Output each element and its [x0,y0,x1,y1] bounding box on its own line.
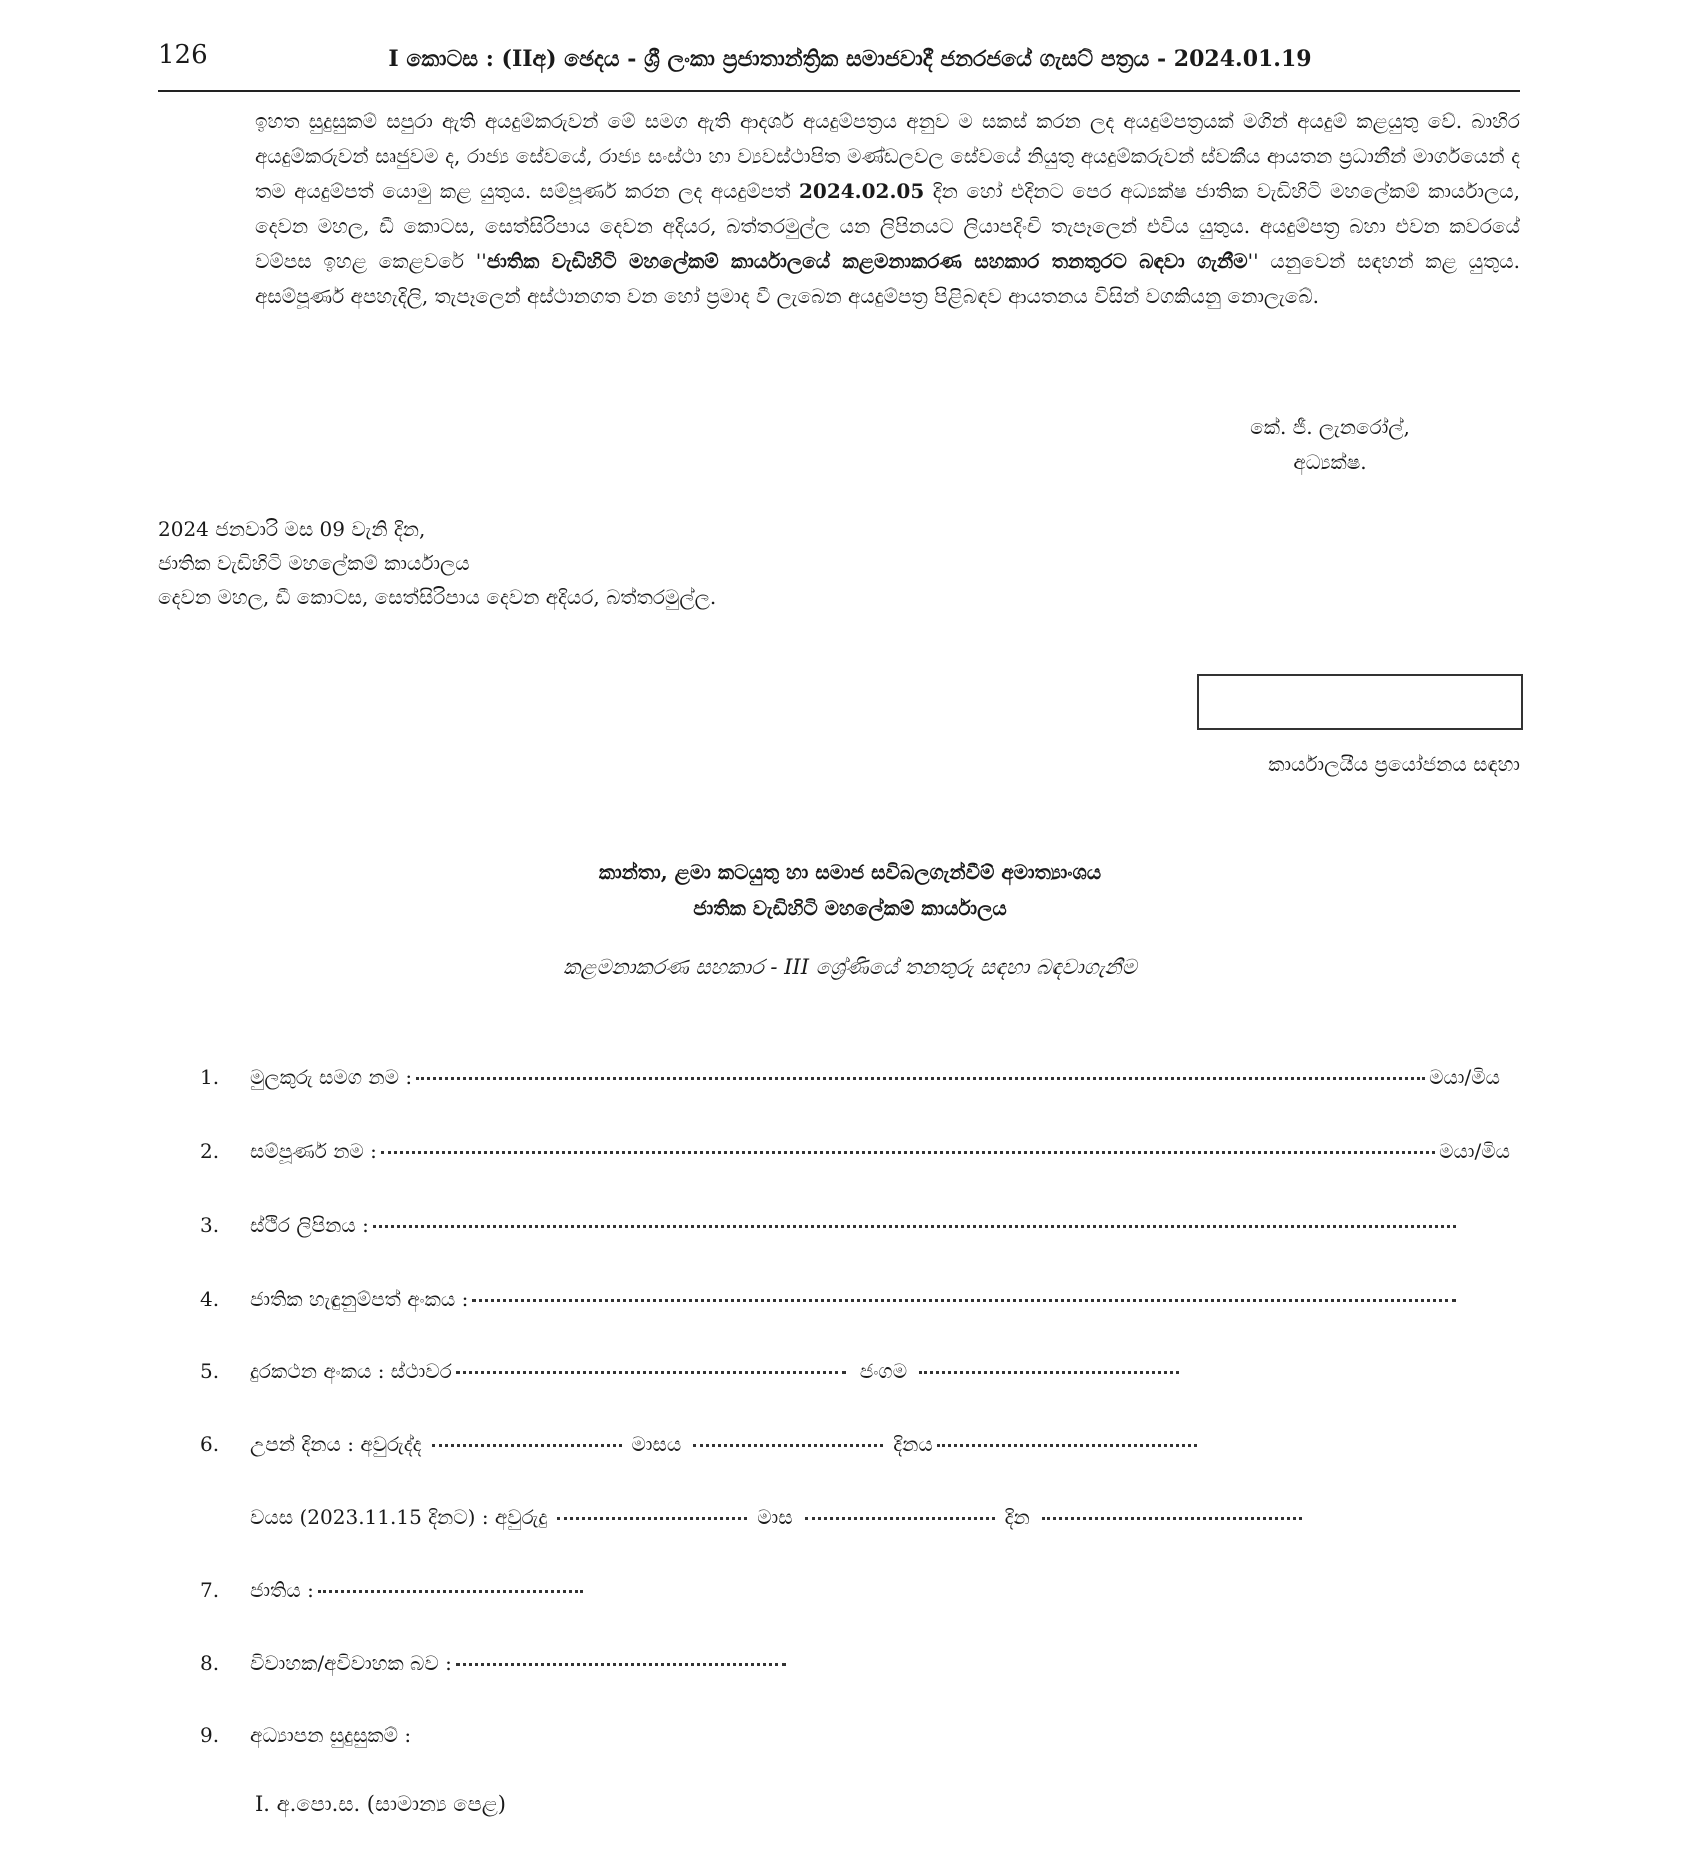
age-label: වයස (2023.11.15 දිනට) : අවුරුදු [250,1505,548,1529]
closing-date: 2024.02.05 [799,179,925,203]
nic-blank[interactable] [472,1299,1456,1302]
issuer-address [158,512,1158,614]
birth-year-blank[interactable] [432,1444,622,1447]
landline-blank[interactable] [456,1371,846,1374]
issue-date: 2024 ජනවාරි මස 09 වැනි දින, [158,517,426,541]
field-number: 6. [200,1432,220,1456]
page-number: 126 [158,40,208,70]
field-number: 2. [200,1139,220,1163]
nationality-blank[interactable] [318,1590,583,1593]
age-months-blank[interactable] [805,1517,995,1520]
marital-status-blank[interactable] [456,1663,786,1666]
signatory-title: අධ්‍යක්ෂ. [1293,450,1367,474]
instructions-text-2: දින හෝ එදිනට පෙර අධ්‍යක්ෂ ජාතික වැඩිහිටි මහලේකම් කාර්යාලය, දෙවන මහල, ඩී කොටස, සෙත්සිරිපාය දෙවන අදියර, බත්තරමුල්ල යන ලිපිනයට ලියාපදිංචි තැපෑලෙන් එවිය යුතුය. අයදුම්පත්‍ර බහා එවන කවරයේ වම්පස ඉහළ කෙළවරේ '' [255,179,1520,273]
age-months-label: මාස [757,1505,793,1529]
birth-day-label: දිනය [893,1432,933,1456]
birth-month-label: මාසය [631,1432,682,1456]
office-use-caption: කාර්යාලයීය ප්‍රයෝජනය සඳහා [1268,752,1520,776]
field-number: 4. [200,1287,220,1311]
instructions-text-3: '' යනුවෙන් සඳහන් කළ යුතුය. අසම්පූර්ණ අපහැදිලි, තැපෑලෙන් අස්ථානගත වන හෝ ප්‍රමාද වී ලැබෙන අයදුම්පත්‍ර පිළිබඳව ආයතනය විසින් වගකියනු නොලැබේ. [255,249,1521,308]
signatory-name: කේ. ජී. ලැනරෝල්, [1250,415,1410,439]
birth-day-blank[interactable] [937,1444,1197,1447]
field-number: 8. [200,1651,220,1675]
instructions-text-1: ඉහත සුදුසුකම් සපුරා ඇති අයදුම්කරුවන් මේ සමග ඇති ආදර්ශ අයදුම්පත්‍රය අනුව ම සකස් කරන ලද අයදුම්පත්‍රයක් මගින් අයදුම් කළයුතු වේ. බාහිර අයදුම්කරුවන් සෘජුවම ද, රාජ්‍ය සේවයේ, රාජ්‍ය සංස්ථා හා ව්‍යවස්ථාපිත මණ්ඩලවල සේවයේ නියුතු අයදුම්කරුවන් ස්වකීය ආයතන ප්‍රධානීන් මාර්ගයෙන් ද තම අයදුම්පත් යොමු කළ යුතුය. සම්පූර්ණ කරන ලද අයදුම්පත් [255,109,1520,203]
issuer-office: ජාතික වැඩිහිටි මහලේකම් කාර්යාලය [158,551,470,575]
envelope-caption: ජාතික වැඩිහිටි මහලේකම් කාර්යාලයේ කළමනාකරණ සහකාර තනතුරට බඳවා ගැනීම [486,249,1248,273]
field-label: උපන් දිනය : අවුරුද්ද [250,1432,422,1456]
mobile-blank[interactable] [919,1371,1179,1374]
application-instructions [255,104,1520,314]
field-initials-name [200,1065,1520,1089]
field-nic-number [200,1287,1520,1311]
issuer-location: දෙවන මහල, ඩී කොටස, සෙත්සිරිපාය දෙවන අදියර, බත්තරමුල්ල. [158,585,717,609]
field-number: 7. [200,1578,220,1602]
full-name-blank[interactable] [381,1151,1435,1154]
signatory-block [1180,410,1480,480]
gazette-header-title: I කොටස : (IIඅ) ඡෙදය - ශ්‍රී ලංකා ප්‍රජාතාන්ත්‍රික සමාජවාදී ජනරජයේ ගැසට් පත්‍රය - 2024.01.19 [388,46,1312,72]
field-label: විවාහක/අවිවාහක බව : [250,1651,452,1675]
field-education [200,1723,1520,1747]
header-divider [158,90,1520,92]
ministry-office: ජාතික වැඩිහිටි මහලේකම් කාර්යාලය [693,896,1007,920]
mobile-label: ජංගම [859,1359,908,1383]
field-label: ස්ථිර ලිපිනය : [250,1213,369,1237]
field-age [250,1505,1520,1529]
education-sub-item-ol: I. අ.පො.ස. (සාමාන්‍ය පෙළ) [255,1792,506,1816]
birth-month-blank[interactable] [693,1444,883,1447]
initials-name-blank[interactable] [416,1077,1425,1080]
form-title: කළමනාකරණ සහකාර - III ශ්‍රේණියේ තනතුරු සඳහා බඳවාගැනීම [563,955,1137,979]
office-use-box [1197,674,1523,730]
field-nationality [200,1578,1520,1602]
field-permanent-address [200,1213,1520,1237]
field-number: 1. [200,1065,220,1089]
field-number: 5. [200,1359,220,1383]
field-label: දුරකථන අංකය : ස්ථාවර [250,1359,452,1383]
field-date-of-birth [200,1432,1520,1456]
field-telephone [200,1359,1520,1383]
field-full-name [200,1139,1520,1163]
field-label: අධ්‍යාපන සුදුසුකම් : [250,1723,412,1747]
field-marital-status [200,1651,1520,1675]
title-suffix: මයා/මිය [1429,1065,1500,1089]
age-days-label: දින [1004,1505,1030,1529]
field-label: ජාතිය : [250,1578,314,1602]
field-label: මුලකුරු සමග නම : [250,1065,413,1089]
field-label: ජාතික හැඳුනුම්පත් අංකය : [250,1287,469,1311]
ministry-name: කාන්තා, ළමා කටයුතු හා සමාජ සවිබලගැන්වීම් අමාත්‍යාංශය [598,860,1102,884]
address-blank[interactable] [373,1225,1456,1228]
field-number: 3. [200,1213,220,1237]
age-years-blank[interactable] [557,1517,747,1520]
ministry-heading [300,854,1400,926]
field-number: 9. [200,1723,220,1747]
title-suffix: මයා/මිය [1439,1139,1510,1163]
field-label: සම්පූර්ණ නම : [250,1139,377,1163]
age-days-blank[interactable] [1042,1517,1302,1520]
